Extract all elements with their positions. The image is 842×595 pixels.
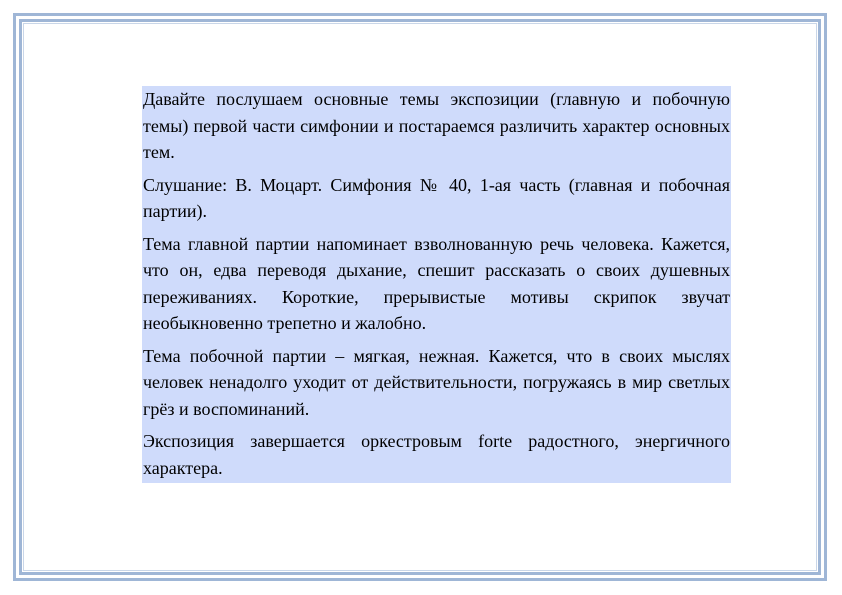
paragraph-exposition-end: Экспозиция завершается оркестровым forte радостного, энергичного характера.: [143, 431, 730, 478]
text-block: [142, 86, 731, 483]
paragraph-intro: Давайте послушаем основные темы экспозиции (главную и побочную темы) первой части симфонии и постараемся различить характер основных тем.: [143, 89, 730, 162]
paragraph-secondary-theme: Тема побочной партии – мягкая, нежная. Кажется, что в своих мыслях человек ненадолго уходит от действительности, погружаясь в мир светлых грёз и воспоминаний.: [143, 345, 730, 419]
paragraph-main-theme: Тема главной партии напоминает взволнованную речь человека. Кажется, что он, едва переводя дыхание, спешит рассказать о своих душевных переживаниях. Короткие, прерывистые мотивы скрипок звучат необыкновенно трепетно и жалобно.: [143, 233, 730, 333]
paragraph-listening: Слушание: В. Моцарт. Симфония № 40, 1-ая часть (главная и побочная партии).: [143, 174, 730, 221]
